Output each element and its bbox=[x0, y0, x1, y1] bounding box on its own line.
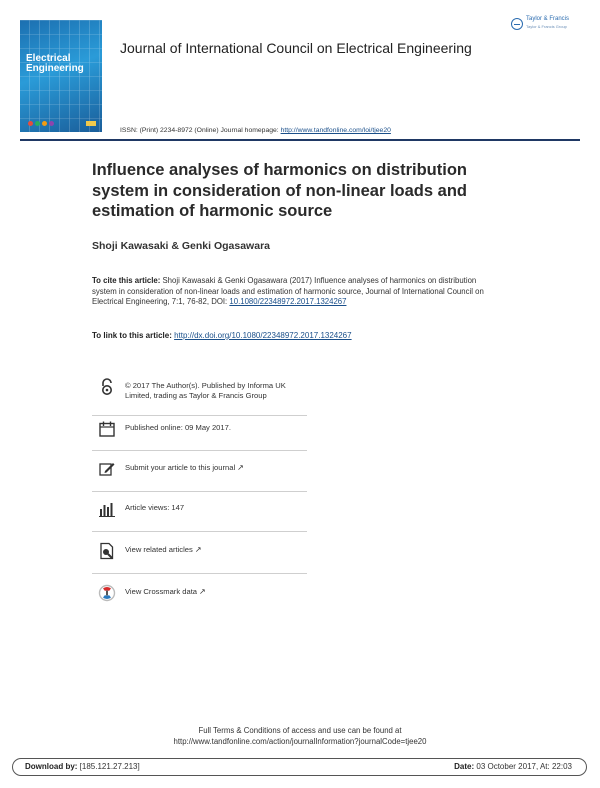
journal-homepage-link[interactable]: http://www.tandfonline.com/loi/tjee20 bbox=[280, 127, 391, 134]
citation-doi-link[interactable]: 10.1080/22348972.2017.1324267 bbox=[229, 297, 347, 306]
terms-url-link[interactable]: http://www.tandfonline.com/action/journalInformation?journalCode=tjee20 bbox=[173, 736, 427, 746]
crossmark-icon bbox=[98, 584, 116, 602]
cover-title: Electrical Engineering bbox=[26, 53, 84, 74]
header-rule bbox=[20, 139, 580, 141]
divider bbox=[92, 415, 307, 416]
edit-icon bbox=[98, 460, 116, 478]
divider bbox=[92, 531, 307, 532]
article-link-label: To link to this article: bbox=[92, 331, 175, 340]
publisher-logo-text: Taylor & Francis bbox=[526, 16, 570, 22]
external-link-icon: ↗ bbox=[194, 545, 202, 554]
date-label: Date: bbox=[454, 762, 475, 771]
article-authors: Shoji Kawasaki & Genki Ogasawara bbox=[92, 240, 270, 252]
search-document-icon bbox=[98, 542, 116, 560]
cover-circuit-pattern bbox=[20, 20, 102, 132]
cover-logos bbox=[28, 121, 54, 126]
cover-badge bbox=[86, 121, 96, 126]
external-link-icon: ↗ bbox=[237, 463, 244, 472]
divider bbox=[92, 450, 307, 451]
calendar-icon bbox=[98, 420, 116, 438]
issn-text: ISSN: (Print) 2234-8972 (Online) Journal homepage: bbox=[120, 127, 281, 134]
citation-text: Shoji Kawasaki & Genki Ogasawara (2017) Influence analyses of harmonics on distribution system in consideration of non-linear loads and estimation of harmonic source, Journal of International Council on Electrical Engineering, 7:1, 76-82, DOI: bbox=[92, 276, 484, 306]
meta-views-text: Article views: 147 bbox=[125, 503, 185, 512]
downloaded-by-label: Download by: bbox=[25, 762, 78, 771]
article-link-line bbox=[92, 331, 352, 340]
terms-line-1: Full Terms & Conditions of access and use can be found at bbox=[198, 726, 402, 735]
publisher-logo[interactable] bbox=[511, 16, 569, 31]
journal-title[interactable]: Journal of International Council on Electrical Engineering bbox=[120, 40, 472, 56]
meta-crossmark-text[interactable]: View Crossmark data bbox=[125, 587, 198, 596]
meta-submit-text[interactable]: Submit your article to this journal bbox=[125, 463, 236, 472]
divider bbox=[92, 573, 307, 574]
meta-open-access-text: © 2017 The Author(s). Published by Informa UK Limited, trading as Taylor & Francis Group bbox=[125, 381, 286, 400]
terms-note bbox=[0, 726, 600, 747]
download-info-bar bbox=[12, 758, 587, 776]
meta-related-text[interactable]: View related articles bbox=[125, 545, 193, 554]
open-access-icon bbox=[98, 378, 116, 396]
citation-label: To cite this article: bbox=[92, 276, 161, 285]
downloaded-by-value: [185.121.27.213] bbox=[77, 762, 140, 771]
journal-cover bbox=[20, 20, 102, 132]
article-title: Influence analyses of harmonics on distribution system in consideration of non-linear loads and estimation of harmonic source bbox=[92, 161, 467, 220]
article-doi-url-link[interactable]: http://dx.doi.org/10.1080/22348972.2017.1324267 bbox=[174, 331, 352, 340]
meta-published-text: Published online: 09 May 2017. bbox=[125, 423, 231, 432]
bar-chart-icon bbox=[98, 500, 116, 518]
date-value: 03 October 2017, At: 22:03 bbox=[474, 762, 572, 771]
publisher-logo-subtext: Taylor & Francis Group bbox=[526, 24, 567, 29]
issn-line bbox=[120, 127, 391, 134]
citation-block bbox=[92, 276, 492, 308]
publisher-logo-icon bbox=[511, 18, 523, 30]
divider bbox=[92, 491, 307, 492]
external-link-icon: ↗ bbox=[199, 587, 206, 596]
